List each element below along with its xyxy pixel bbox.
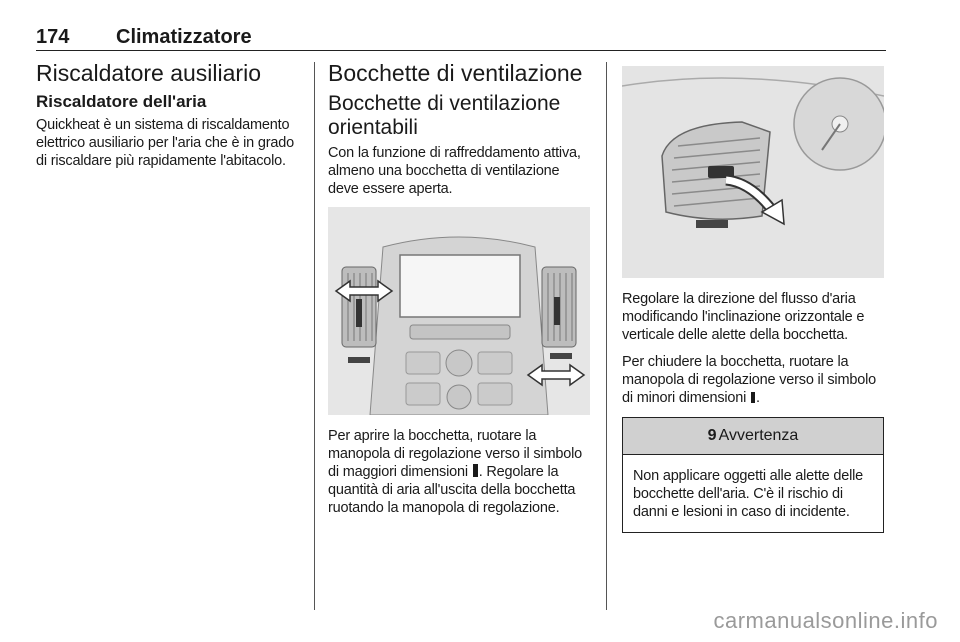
column-right [622, 60, 884, 533]
section-title-vents: Bocchette di ventilazione [328, 60, 583, 86]
watermark: carmanualsonline.info [713, 608, 938, 633]
section-title-heater: Riscaldatore ausiliario [36, 60, 261, 86]
paragraph-quickheat: Quickheat è un sistema di riscaldamento elettrico ausiliario per l'aria che è in grado di riscaldare più rapidamente l'abitacolo. [36, 117, 294, 169]
side-vent-illustration [622, 66, 884, 278]
page-number: 174 [36, 26, 70, 48]
paragraph-open-vent: Per aprire la bocchetta, ruotare la manopola di regolazione verso il simbolo di maggiori dimensioni . Regolare la quantità di aria all'uscita della bocchetta ruotando la manopola di regolazione. [328, 428, 582, 516]
warning-text: Non applicare oggetti alle alette delle bocchette dell'aria. C'è il rischio di danni e lesioni in caso di incidente. [633, 468, 863, 520]
warning-box [622, 417, 884, 533]
dashboard-vents-illustration [328, 207, 590, 415]
small-symbol-icon [751, 392, 755, 403]
warning-body [623, 455, 883, 532]
column-divider [606, 62, 607, 610]
column-middle [328, 60, 590, 526]
paragraph-close-vent: Per chiudere la bocchetta, ruotare la manopola di regolazione verso il simbolo di minori dimensioni . [622, 354, 876, 406]
warning-icon: 9 [707, 427, 717, 444]
column-divider [314, 62, 315, 610]
paragraph-air-direction: Regolare la direzione del flusso d'aria modificando l'inclinazione orizzontale e verticale delle alette della bocchetta. [622, 291, 865, 343]
chapter-title: Climatizzatore [116, 26, 252, 48]
page-header [36, 24, 886, 51]
warning-title: Avvertenza [718, 427, 799, 444]
large-symbol-icon [473, 464, 478, 477]
paragraph-cooling: Con la funzione di raffreddamento attiva, almeno una bocchetta di ventilazione deve essere aperta. [328, 145, 581, 197]
subtitle-adjustable-vents: Bocchette di ventilazione orientabili [328, 92, 561, 139]
warning-header [623, 418, 883, 455]
column-left [36, 60, 304, 179]
subtitle-air-heater: Riscaldatore dell'aria [36, 92, 207, 111]
